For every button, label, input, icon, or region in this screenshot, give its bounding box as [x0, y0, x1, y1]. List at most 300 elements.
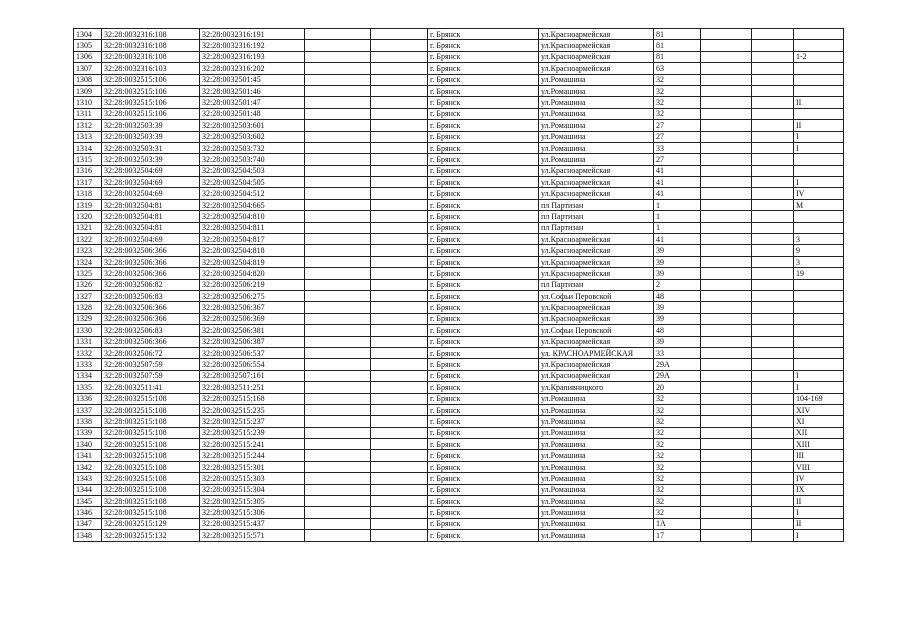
street-cell: ул.Красноармейская — [539, 256, 654, 267]
house-number-cell: 81 — [654, 51, 701, 62]
house-number-cell: 32 — [654, 416, 701, 427]
house-number-cell: 29А — [654, 370, 701, 381]
empty-cell-d — [752, 256, 794, 267]
empty-cell-a — [305, 313, 371, 324]
house-number-cell: 32 — [654, 507, 701, 518]
premises-number-cell: IV — [794, 188, 844, 199]
cadastral-number-cell: 32:28:0032515:239 — [200, 427, 305, 438]
empty-cell-c — [701, 165, 752, 176]
premises-number-cell — [794, 359, 844, 370]
empty-cell-c — [701, 29, 752, 40]
street-cell: ул.Софьи Перовской — [539, 325, 654, 336]
parent-cadastral-number-cell: 32:28:0032515:106 — [102, 74, 200, 85]
empty-cell-c — [701, 256, 752, 267]
empty-cell-a — [305, 40, 371, 51]
row-number-cell: 1312 — [74, 120, 102, 131]
empty-cell-c — [701, 473, 752, 484]
city-cell: г. Брянск — [428, 302, 539, 313]
empty-cell-a — [305, 279, 371, 290]
empty-cell-b — [371, 40, 428, 51]
empty-cell-d — [752, 416, 794, 427]
empty-cell-d — [752, 131, 794, 142]
cadastral-number-cell: 32:28:0032504:810 — [200, 211, 305, 222]
row-number-cell: 1339 — [74, 427, 102, 438]
table-row — [74, 347, 844, 358]
house-number-cell: 32 — [654, 473, 701, 484]
street-cell: ул.Ромашина — [539, 461, 654, 472]
empty-cell-a — [305, 496, 371, 507]
house-number-cell: 32 — [654, 450, 701, 461]
empty-cell-a — [305, 450, 371, 461]
city-cell: г. Брянск — [428, 40, 539, 51]
empty-cell-a — [305, 461, 371, 472]
parent-cadastral-number-cell: 32:28:0032504:69 — [102, 188, 200, 199]
premises-number-cell: II — [794, 496, 844, 507]
house-number-cell: 32 — [654, 74, 701, 85]
empty-cell-b — [371, 325, 428, 336]
house-number-cell: 27 — [654, 154, 701, 165]
empty-cell-c — [701, 313, 752, 324]
empty-cell-b — [371, 256, 428, 267]
premises-number-cell — [794, 63, 844, 74]
parent-cadastral-number-cell: 32:28:0032503:39 — [102, 120, 200, 131]
parent-cadastral-number-cell: 32:28:0032504:69 — [102, 165, 200, 176]
empty-cell-c — [701, 290, 752, 301]
table-row — [74, 461, 844, 472]
cadastral-number-cell: 32:28:0032504:817 — [200, 234, 305, 245]
city-cell: г. Брянск — [428, 359, 539, 370]
empty-cell-c — [701, 245, 752, 256]
row-number-cell: 1332 — [74, 347, 102, 358]
house-number-cell: 20 — [654, 382, 701, 393]
empty-cell-b — [371, 97, 428, 108]
parent-cadastral-number-cell: 32:28:0032506:83 — [102, 290, 200, 301]
street-cell: ул.Красноармейская — [539, 234, 654, 245]
empty-cell-c — [701, 530, 752, 541]
street-cell: пл Партизан — [539, 279, 654, 290]
premises-number-cell — [794, 325, 844, 336]
cadastral-number-cell: 32:28:0032504:818 — [200, 245, 305, 256]
empty-cell-b — [371, 29, 428, 40]
city-cell: г. Брянск — [428, 222, 539, 233]
empty-cell-d — [752, 154, 794, 165]
empty-cell-c — [701, 439, 752, 450]
house-number-cell: 29А — [654, 359, 701, 370]
empty-cell-b — [371, 154, 428, 165]
empty-cell-a — [305, 347, 371, 358]
house-number-cell: 39 — [654, 245, 701, 256]
city-cell: г. Брянск — [428, 199, 539, 210]
table-row — [74, 530, 844, 541]
house-number-cell: 1 — [654, 211, 701, 222]
parent-cadastral-number-cell: 32:28:0032506:82 — [102, 279, 200, 290]
row-number-cell: 1346 — [74, 507, 102, 518]
city-cell: г. Брянск — [428, 416, 539, 427]
table-row — [74, 131, 844, 142]
parent-cadastral-number-cell: 32:28:0032506:83 — [102, 325, 200, 336]
street-cell: ул.Красноармейская — [539, 336, 654, 347]
premises-number-cell: 1-2 — [794, 51, 844, 62]
empty-cell-d — [752, 325, 794, 336]
cadastral-number-cell: 32:28:0032501:45 — [200, 74, 305, 85]
empty-cell-a — [305, 393, 371, 404]
cadastral-number-cell: 32:28:0032506:554 — [200, 359, 305, 370]
row-number-cell: 1343 — [74, 473, 102, 484]
parent-cadastral-number-cell: 32:28:0032506:72 — [102, 347, 200, 358]
row-number-cell: 1309 — [74, 85, 102, 96]
empty-cell-c — [701, 188, 752, 199]
city-cell: г. Брянск — [428, 530, 539, 541]
house-number-cell: 39 — [654, 313, 701, 324]
empty-cell-a — [305, 85, 371, 96]
parent-cadastral-number-cell: 32:28:0032504:69 — [102, 177, 200, 188]
house-number-cell: 48 — [654, 290, 701, 301]
empty-cell-d — [752, 120, 794, 131]
street-cell: ул.Ромашина — [539, 473, 654, 484]
empty-cell-d — [752, 359, 794, 370]
parent-cadastral-number-cell: 32:28:0032503:39 — [102, 131, 200, 142]
table-row — [74, 108, 844, 119]
empty-cell-a — [305, 51, 371, 62]
cadastral-number-cell: 32:28:0032503:602 — [200, 131, 305, 142]
street-cell: ул.Красноармейская — [539, 268, 654, 279]
cadastral-number-cell: 32:28:0032316:191 — [200, 29, 305, 40]
premises-number-cell: 104-169 — [794, 393, 844, 404]
city-cell: г. Брянск — [428, 268, 539, 279]
cadastral-number-cell: 32:28:0032503:601 — [200, 120, 305, 131]
premises-number-cell — [794, 40, 844, 51]
premises-number-cell: XIII — [794, 439, 844, 450]
cadastral-number-cell: 32:28:0032506:369 — [200, 313, 305, 324]
parent-cadastral-number-cell: 32:28:0032515:108 — [102, 439, 200, 450]
empty-cell-a — [305, 507, 371, 518]
table-row — [74, 234, 844, 245]
empty-cell-d — [752, 530, 794, 541]
parent-cadastral-number-cell: 32:28:0032515:106 — [102, 97, 200, 108]
empty-cell-c — [701, 268, 752, 279]
parent-cadastral-number-cell: 32:28:0032515:132 — [102, 530, 200, 541]
table-row — [74, 427, 844, 438]
premises-number-cell: IV — [794, 473, 844, 484]
empty-cell-b — [371, 404, 428, 415]
city-cell: г. Брянск — [428, 393, 539, 404]
house-number-cell: 63 — [654, 63, 701, 74]
table-row — [74, 507, 844, 518]
empty-cell-b — [371, 211, 428, 222]
street-cell: ул.Красноармейская — [539, 313, 654, 324]
parent-cadastral-number-cell: 32:28:0032515:108 — [102, 404, 200, 415]
parent-cadastral-number-cell: 32:28:0032506:366 — [102, 313, 200, 324]
table-row — [74, 416, 844, 427]
city-cell: г. Брянск — [428, 290, 539, 301]
table-row — [74, 473, 844, 484]
table-row — [74, 325, 844, 336]
street-cell: ул.Красноармейская — [539, 63, 654, 74]
table-row — [74, 302, 844, 313]
empty-cell-d — [752, 51, 794, 62]
empty-cell-b — [371, 336, 428, 347]
cadastral-number-cell: 32:28:0032515:303 — [200, 473, 305, 484]
table-row — [74, 188, 844, 199]
city-cell: г. Брянск — [428, 245, 539, 256]
parent-cadastral-number-cell: 32:28:0032515:129 — [102, 518, 200, 529]
street-cell: ул.Ромашина — [539, 450, 654, 461]
row-number-cell: 1326 — [74, 279, 102, 290]
parent-cadastral-number-cell: 32:28:0032504:81 — [102, 199, 200, 210]
table-row — [74, 142, 844, 153]
empty-cell-b — [371, 199, 428, 210]
street-cell: ул.Ромашина — [539, 74, 654, 85]
empty-cell-b — [371, 416, 428, 427]
row-number-cell: 1310 — [74, 97, 102, 108]
empty-cell-c — [701, 393, 752, 404]
empty-cell-c — [701, 154, 752, 165]
table-row — [74, 382, 844, 393]
street-cell: ул.Красноармейская — [539, 188, 654, 199]
empty-cell-b — [371, 222, 428, 233]
empty-cell-b — [371, 85, 428, 96]
house-number-cell: 2 — [654, 279, 701, 290]
empty-cell-c — [701, 222, 752, 233]
empty-cell-a — [305, 518, 371, 529]
parent-cadastral-number-cell: 32:28:0032515:108 — [102, 393, 200, 404]
cadastral-number-cell: 32:28:0032506:219 — [200, 279, 305, 290]
row-number-cell: 1341 — [74, 450, 102, 461]
premises-number-cell — [794, 108, 844, 119]
empty-cell-c — [701, 382, 752, 393]
empty-cell-d — [752, 313, 794, 324]
empty-cell-b — [371, 142, 428, 153]
cadastral-number-cell: 32:28:0032506:381 — [200, 325, 305, 336]
table-row — [74, 256, 844, 267]
empty-cell-a — [305, 370, 371, 381]
table-row — [74, 211, 844, 222]
table-row — [74, 199, 844, 210]
row-number-cell: 1340 — [74, 439, 102, 450]
city-cell: г. Брянск — [428, 108, 539, 119]
empty-cell-b — [371, 530, 428, 541]
empty-cell-b — [371, 450, 428, 461]
city-cell: г. Брянск — [428, 370, 539, 381]
premises-number-cell: IX — [794, 484, 844, 495]
row-number-cell: 1319 — [74, 199, 102, 210]
row-number-cell: 1329 — [74, 313, 102, 324]
empty-cell-a — [305, 108, 371, 119]
city-cell: г. Брянск — [428, 313, 539, 324]
empty-cell-d — [752, 461, 794, 472]
house-number-cell: 32 — [654, 484, 701, 495]
premises-number-cell: II — [794, 518, 844, 529]
city-cell: г. Брянск — [428, 507, 539, 518]
empty-cell-c — [701, 40, 752, 51]
empty-cell-a — [305, 74, 371, 85]
street-cell: ул.Красноармейская — [539, 40, 654, 51]
row-number-cell: 1345 — [74, 496, 102, 507]
empty-cell-c — [701, 404, 752, 415]
empty-cell-b — [371, 51, 428, 62]
city-cell: г. Брянск — [428, 382, 539, 393]
empty-cell-c — [701, 416, 752, 427]
empty-cell-b — [371, 120, 428, 131]
empty-cell-a — [305, 165, 371, 176]
empty-cell-c — [701, 142, 752, 153]
empty-cell-b — [371, 234, 428, 245]
street-cell: ул.Ромашина — [539, 131, 654, 142]
city-cell: г. Брянск — [428, 234, 539, 245]
city-cell: г. Брянск — [428, 461, 539, 472]
table-row — [74, 85, 844, 96]
empty-cell-d — [752, 188, 794, 199]
row-number-cell: 1348 — [74, 530, 102, 541]
table-row — [74, 290, 844, 301]
city-cell: г. Брянск — [428, 347, 539, 358]
empty-cell-d — [752, 439, 794, 450]
premises-number-cell: I — [794, 131, 844, 142]
city-cell: г. Брянск — [428, 496, 539, 507]
house-number-cell: 33 — [654, 347, 701, 358]
premises-number-cell — [794, 336, 844, 347]
premises-number-cell: II — [794, 97, 844, 108]
house-number-cell: 81 — [654, 29, 701, 40]
empty-cell-b — [371, 188, 428, 199]
empty-cell-c — [701, 177, 752, 188]
premises-number-cell: I — [794, 142, 844, 153]
row-number-cell: 1313 — [74, 131, 102, 142]
empty-cell-c — [701, 302, 752, 313]
house-number-cell: 32 — [654, 97, 701, 108]
empty-cell-b — [371, 393, 428, 404]
row-number-cell: 1344 — [74, 484, 102, 495]
parent-cadastral-number-cell: 32:28:0032316:103 — [102, 63, 200, 74]
empty-cell-d — [752, 29, 794, 40]
house-number-cell: 33 — [654, 142, 701, 153]
parent-cadastral-number-cell: 32:28:0032506:366 — [102, 256, 200, 267]
empty-cell-d — [752, 496, 794, 507]
house-number-cell: 39 — [654, 256, 701, 267]
parent-cadastral-number-cell: 32:28:0032515:108 — [102, 507, 200, 518]
table-row — [74, 120, 844, 131]
street-cell: пл Партизан — [539, 199, 654, 210]
premises-number-cell: I — [794, 177, 844, 188]
table-row — [74, 279, 844, 290]
parent-cadastral-number-cell: 32:28:0032316:108 — [102, 51, 200, 62]
street-cell: ул.Ромашина — [539, 85, 654, 96]
empty-cell-a — [305, 530, 371, 541]
table-row — [74, 439, 844, 450]
city-cell: г. Брянск — [428, 439, 539, 450]
row-number-cell: 1316 — [74, 165, 102, 176]
empty-cell-d — [752, 245, 794, 256]
row-number-cell: 1306 — [74, 51, 102, 62]
empty-cell-d — [752, 279, 794, 290]
cadastral-number-cell: 32:28:0032515:237 — [200, 416, 305, 427]
row-number-cell: 1328 — [74, 302, 102, 313]
table-row — [74, 40, 844, 51]
house-number-cell: 32 — [654, 393, 701, 404]
table-row — [74, 268, 844, 279]
empty-cell-c — [701, 336, 752, 347]
premises-number-cell — [794, 313, 844, 324]
cadastral-number-cell: 32:28:0032506:367 — [200, 302, 305, 313]
empty-cell-b — [371, 461, 428, 472]
empty-cell-a — [305, 97, 371, 108]
empty-cell-b — [371, 108, 428, 119]
cadastral-number-cell: 32:28:0032504:819 — [200, 256, 305, 267]
empty-cell-c — [701, 279, 752, 290]
cadastral-number-cell: 32:28:0032511:251 — [200, 382, 305, 393]
empty-cell-a — [305, 336, 371, 347]
property-register-table — [73, 28, 844, 542]
row-number-cell: 1315 — [74, 154, 102, 165]
row-number-cell: 1342 — [74, 461, 102, 472]
empty-cell-c — [701, 427, 752, 438]
empty-cell-d — [752, 40, 794, 51]
parent-cadastral-number-cell: 32:28:0032506:366 — [102, 268, 200, 279]
street-cell: ул.Ромашина — [539, 142, 654, 153]
parent-cadastral-number-cell: 32:28:0032515:108 — [102, 461, 200, 472]
cadastral-number-cell: 32:28:0032515:235 — [200, 404, 305, 415]
empty-cell-b — [371, 268, 428, 279]
table-row — [74, 177, 844, 188]
empty-cell-b — [371, 382, 428, 393]
street-cell: ул.Ромашина — [539, 108, 654, 119]
street-cell: ул.Ромашина — [539, 496, 654, 507]
house-number-cell: 48 — [654, 325, 701, 336]
empty-cell-b — [371, 439, 428, 450]
empty-cell-a — [305, 416, 371, 427]
empty-cell-b — [371, 279, 428, 290]
premises-number-cell — [794, 211, 844, 222]
street-cell: ул.Ромашина — [539, 427, 654, 438]
parent-cadastral-number-cell: 32:28:0032511:41 — [102, 382, 200, 393]
cadastral-number-cell: 32:28:0032316:192 — [200, 40, 305, 51]
empty-cell-c — [701, 359, 752, 370]
street-cell: ул.Крапивницкого — [539, 382, 654, 393]
street-cell: ул.Красноармейская — [539, 302, 654, 313]
empty-cell-c — [701, 108, 752, 119]
parent-cadastral-number-cell: 32:28:0032504:69 — [102, 234, 200, 245]
row-number-cell: 1317 — [74, 177, 102, 188]
empty-cell-a — [305, 382, 371, 393]
empty-cell-d — [752, 97, 794, 108]
street-cell: ул.Ромашина — [539, 97, 654, 108]
premises-number-cell: I — [794, 507, 844, 518]
premises-number-cell: VIII — [794, 461, 844, 472]
cadastral-number-cell: 32:28:0032515:244 — [200, 450, 305, 461]
house-number-cell: 41 — [654, 165, 701, 176]
premises-number-cell: 19 — [794, 268, 844, 279]
empty-cell-d — [752, 473, 794, 484]
empty-cell-a — [305, 142, 371, 153]
premises-number-cell — [794, 302, 844, 313]
empty-cell-d — [752, 199, 794, 210]
city-cell: г. Брянск — [428, 177, 539, 188]
row-number-cell: 1308 — [74, 74, 102, 85]
empty-cell-d — [752, 393, 794, 404]
city-cell: г. Брянск — [428, 51, 539, 62]
premises-number-cell: XII — [794, 427, 844, 438]
row-number-cell: 1335 — [74, 382, 102, 393]
row-number-cell: 1320 — [74, 211, 102, 222]
parent-cadastral-number-cell: 32:28:0032504:81 — [102, 211, 200, 222]
city-cell: г. Брянск — [428, 211, 539, 222]
street-cell: ул.Ромашина — [539, 120, 654, 131]
empty-cell-a — [305, 325, 371, 336]
cadastral-number-cell: 32:28:0032503:732 — [200, 142, 305, 153]
empty-cell-a — [305, 211, 371, 222]
empty-cell-d — [752, 63, 794, 74]
empty-cell-b — [371, 473, 428, 484]
